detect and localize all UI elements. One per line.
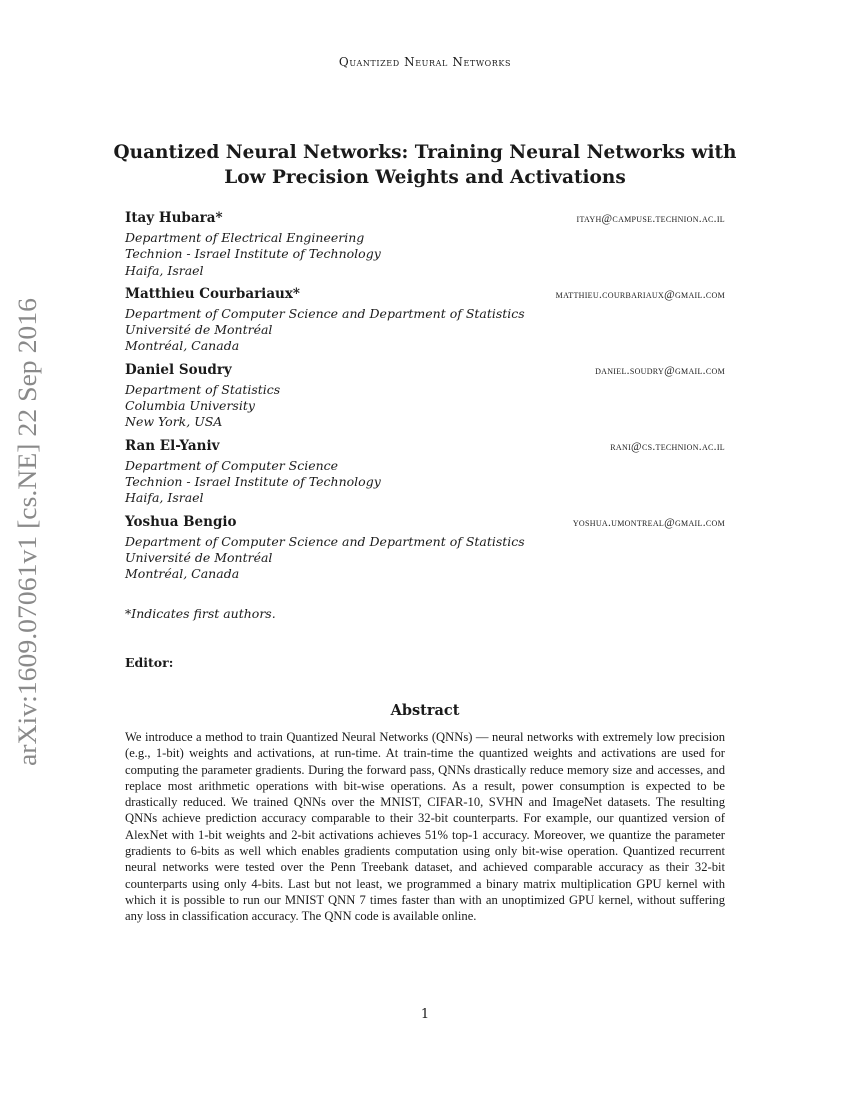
author-block	[125, 438, 725, 507]
paper-title-line-1: Quantized Neural Networks: Training Neural Networks with	[113, 142, 737, 163]
running-head: Quantized Neural Networks	[338, 55, 512, 69]
author-institution: Columbia University	[125, 398, 255, 414]
author-block	[125, 362, 725, 431]
author-email: daniel.soudry@gmail.com	[595, 364, 725, 377]
first-authors-footnote: *Indicates first authors.	[125, 606, 276, 621]
author-block	[125, 514, 725, 583]
author-name: Ran El-Yaniv	[125, 437, 220, 454]
abstract-heading: Abstract	[390, 702, 460, 719]
author-block	[125, 286, 725, 355]
author-name: Daniel Soudry	[125, 361, 232, 378]
author-location: Montréal, Canada	[125, 338, 240, 354]
author-location: Haifa, Israel	[125, 262, 204, 278]
editor-label: Editor:	[125, 655, 174, 670]
author-email: matthieu.courbariaux@gmail.com	[555, 288, 725, 301]
page-number: 1	[420, 1007, 430, 1022]
arxiv-identifier-text: arXiv:1609.07061v1 [cs.NE] 22 Sep 2016	[13, 326, 42, 766]
author-email: itayh@campuse.technion.ac.il	[576, 213, 725, 225]
abstract-body: We introduce a method to train Quantized Neural Networks (QNNs) — neural networks with extremely low precision (e.g., 1-bit) weights and activations, at run-time. At train-time the quantized weights and activations are used for computing the parameter gradients. During the forward pass, QNNs drastically reduce memory size and accesses, and replace most arithmetic operations with bit-wise operations. As a result, power consumption is expected to be drastically reduced. We trained QNNs over the MNIST, CIFAR-10, SVHN and ImageNet datasets. The resulting QNNs achieve prediction accuracy comparable to their 32-bit counterparts. For example, our quantized version of AlexNet with 1-bit weights and 2-bit activations achieves 51% top-1 accuracy. Moreover, we quantize the parameter gradients to 6-bits as well which enables gradients computation using only bit-wise operation. Quantized recurrent neural networks were tested over the Penn Treebank dataset, and achieved comparable accuracy as their 32-bit counterparts using only 4-bits. Last but not least, we programmed a binary matrix multiplication GPU kernel with which it is possible to run our MNIST QNN 7 times faster than with an unoptimized GPU kernel, without suffering any loss in classification accuracy. The QNN code is available online.	[125, 730, 725, 924]
author-department: Department of Electrical Engineering	[125, 230, 365, 245]
paper-title-line-2: Low Precision Weights and Activations	[224, 167, 626, 188]
author-name: Matthieu Courbariaux*	[125, 285, 300, 302]
author-institution: Technion - Israel Institute of Technology	[125, 246, 381, 262]
author-location: Montréal, Canada	[125, 566, 240, 582]
paper-title	[100, 140, 750, 190]
author-institution: Université de Montréal	[125, 322, 273, 338]
author-name: Itay Hubara*	[125, 210, 223, 226]
author-list	[125, 210, 725, 589]
author-email: yoshua.umontreal@gmail.com	[572, 516, 725, 529]
author-name: Yoshua Bengio	[125, 513, 237, 530]
author-institution: Université de Montréal	[125, 549, 273, 565]
author-email: rani@cs.technion.ac.il	[610, 440, 725, 453]
author-department: Department of Computer Science and Department of Statistics	[125, 305, 525, 321]
author-department: Department of Statistics	[125, 381, 281, 397]
author-location: Haifa, Israel	[125, 490, 204, 506]
author-block	[125, 210, 725, 279]
author-institution: Technion - Israel Institute of Technology	[125, 473, 381, 489]
author-department: Department of Computer Science	[125, 457, 339, 473]
author-department: Department of Computer Science and Department of Statistics	[125, 533, 525, 549]
author-location: New York, USA	[125, 414, 223, 430]
arxiv-identifier-stamp	[5, 296, 45, 768]
